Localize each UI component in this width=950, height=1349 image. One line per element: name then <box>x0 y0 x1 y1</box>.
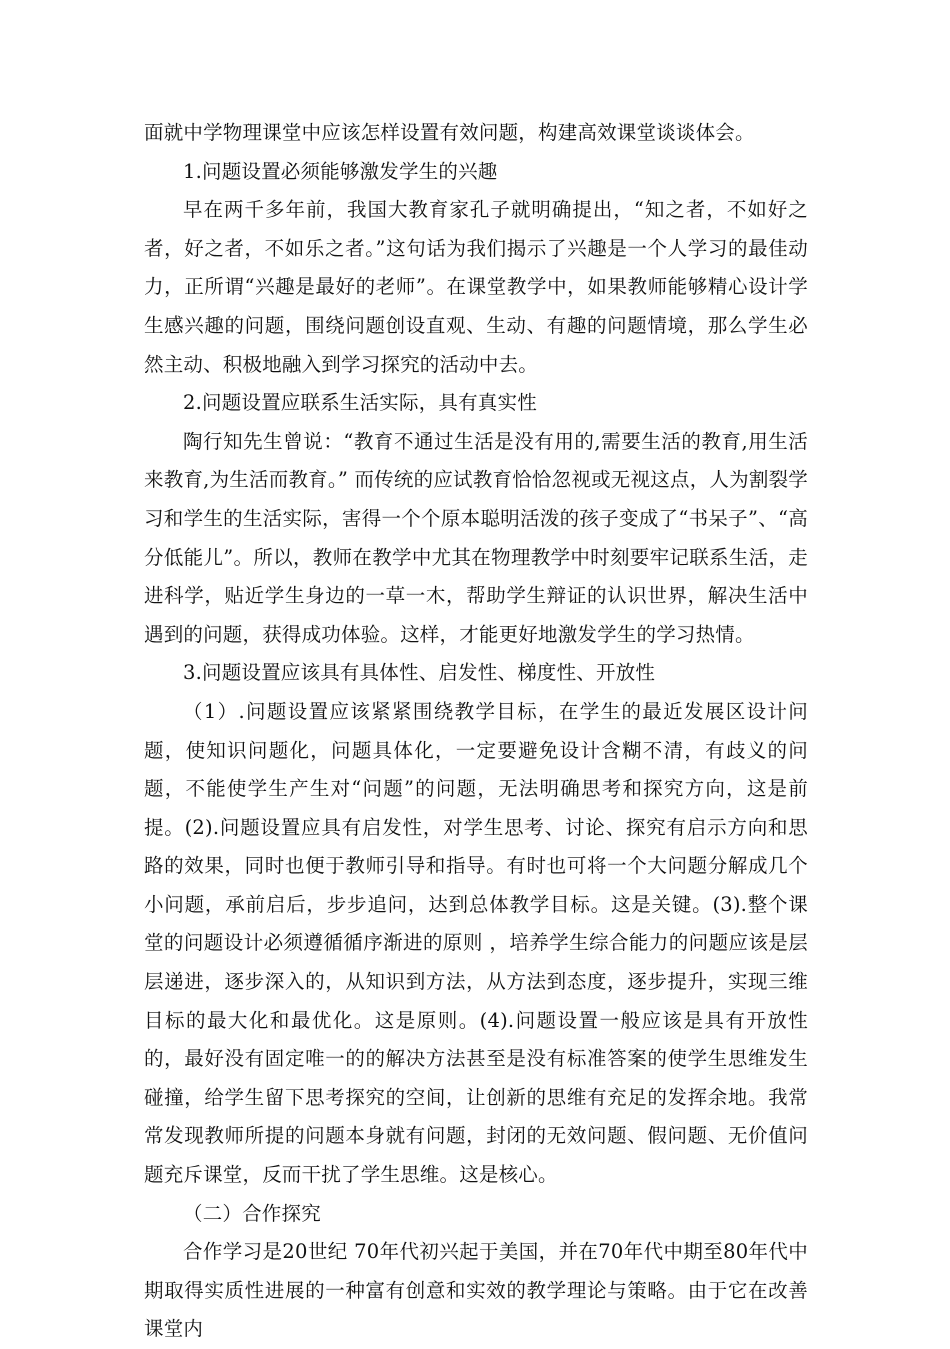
paragraph-cooperative-learning: 合作学习是20世纪 70年代初兴起于美国，并在70年代中期至80年代中期取得实质性进展的一种富有创意和实效的教学理论与策略。由于它在改善课堂内 <box>144 1240 808 1341</box>
paragraph-question-design: （1）.问题设置应该紧紧围绕教学目标，在学生的最近发展区设计问题，使知识问题化，问题具体化，一定要避免设计含糊不清，有歧义的问题，不能使学生产生对“问题”的问题，无法明确思考和探究方向，这是前提。(2).问题设置应具有启发性，对学生思考、讨论、探究有启示方向和思路的效果，同时也便于教师引导和指导。有时也可将一个大问题分解成几个小问题，承前启后，步步追问，达到总体教学目标。这是关键。(3).整个课堂的问题设计必须遵循循序渐进的原则 ，培养学生综合能力的问题应该是层层递进，逐步深入的，从知识到方法，从方法到态度，逐步提升，实现三维目标的最大化和最优化。这是原则。(4).问题设置一般应该是具有开放性的，最好没有固定唯一的的解决方法甚至是没有标准答案的使学生思维发生碰撞，给学生留下思考探究的空间，让创新的思维有充足的发挥余地。我常常发现教师所提的问题本身就有问题，封闭的无效问题、假问题、无价值问题充斥课堂，反而干扰了学生思维。这是核心。 <box>144 699 808 1187</box>
section-heading-3: 3.问题设置应该具有具体性、启发性、梯度性、开放性 <box>183 661 656 685</box>
section-heading-1: 1.问题设置必须能够激发学生的兴趣 <box>183 159 498 183</box>
section-heading-cooperation: （二）合作探究 <box>183 1201 321 1225</box>
section-heading-2: 2.问题设置应联系生活实际，具有真实性 <box>183 391 537 415</box>
paragraph-real-life: 陶行知先生曾说：“教育不通过生活是没有用的,需要生活的教育,用生活来教育,为生活而教育。” 而传统的应试教育恰恰忽视或无视这点，人为割裂学习和学生的生活实际，害得一个个原本聪明活泼的孩子变成了“书呆子”、“高分低能儿”。所以，教师在教学中尤其在物理教学中时刻要牢记联系生活，走进科学，贴近学生身边的一草一木，帮助学生辩证的认识世界，解决生活中遇到的问题，获得成功体验。这样，才能更好地激发学生的学习热情。 <box>144 429 808 646</box>
paragraph-interest: 早在两千多年前，我国大教育家孔子就明确提出，“知之者，不如好之者，好之者，不如乐之者。”这句话为我们揭示了兴趣是一个人学习的最佳动力，正所谓“兴趣是最好的老师”。在课堂教学中，如果教师能够精心设计学生感兴趣的问题，围绕问题创设直观、生动、有趣的问题情境，那么学生必然主动、积极地融入到学习探究的活动中去。 <box>144 198 808 376</box>
paragraph-intro-continuation: 面就中学物理课堂中应该怎样设置有效问题，构建高效课堂谈谈体会。 <box>144 121 755 144</box>
document-page <box>144 114 808 1349</box>
